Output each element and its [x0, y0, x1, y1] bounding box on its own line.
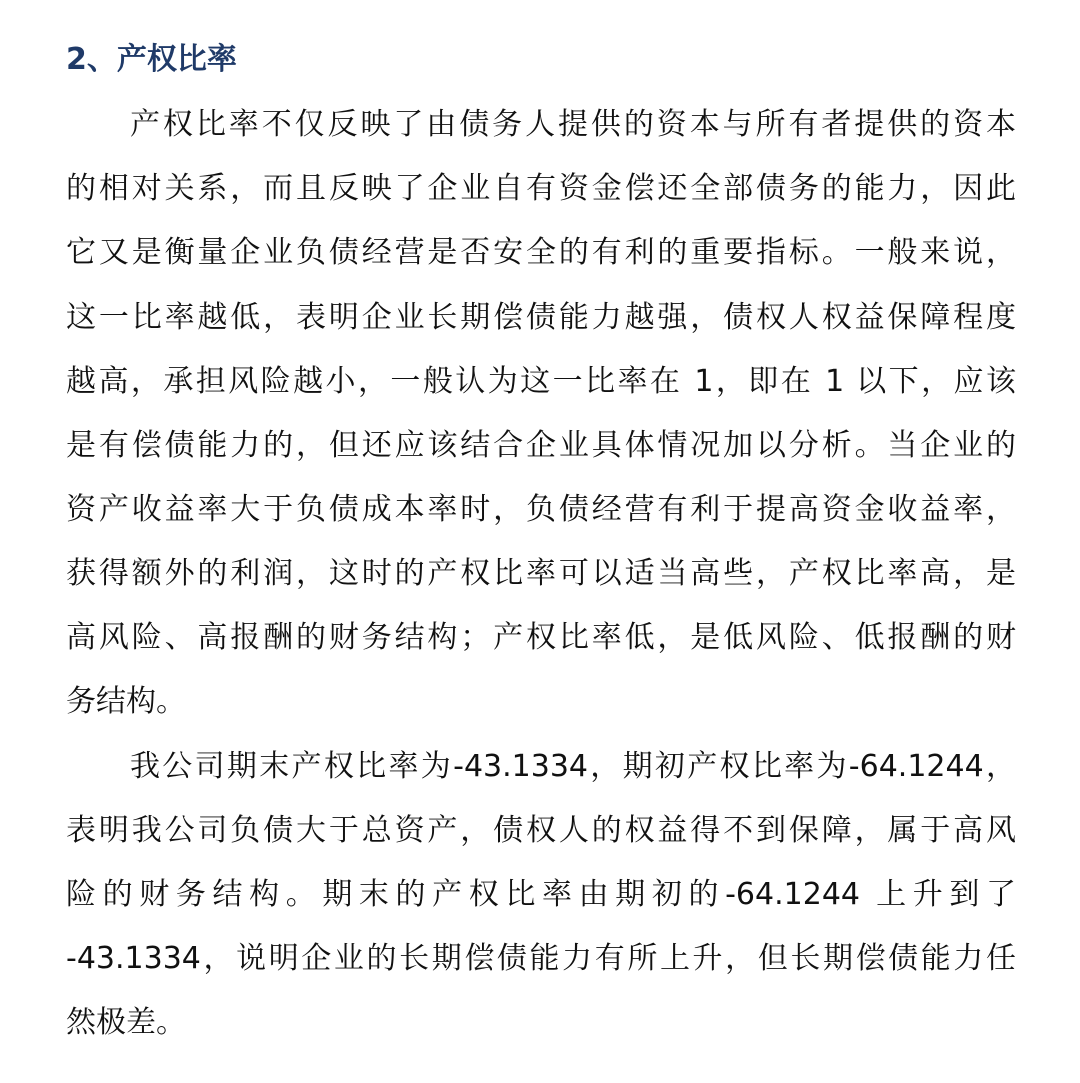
- paragraph-2-line-3: 险的财务结构。期末的产权比率由期初的-64.1244 上升到了: [66, 877, 1016, 912]
- paragraph-2-line-5: 然极差。: [66, 1005, 186, 1040]
- paragraph-1-line-8: 获得额外的利润，这时的产权比率可以适当高些，产权比率高，是: [66, 556, 1016, 591]
- paragraph-1-line-5: 越高，承担风险越小，一般认为这一比率在 1，即在 1 以下，应该: [66, 364, 1016, 399]
- paragraph-2-line-1: 我公司期末产权比率为-43.1334，期初产权比率为-64.1244，: [130, 749, 1016, 784]
- paragraph-1-line-6: 是有偿债能力的，但还应该结合企业具体情况加以分析。当企业的: [66, 428, 1016, 463]
- paragraph-1-line-7: 资产收益率大于负债成本率时，负债经营有利于提高资金收益率，: [66, 492, 1016, 527]
- paragraph-1-line-3: 它又是衡量企业负债经营是否安全的有利的重要指标。一般来说，: [66, 235, 1016, 270]
- paragraph-1-line-2: 的相对关系，而且反映了企业自有资金偿还全部债务的能力，因此: [66, 171, 1016, 206]
- paragraph-1-line-4: 这一比率越低，表明企业长期偿债能力越强，债权人权益保障程度: [66, 300, 1016, 335]
- section-heading: 2、产权比率: [66, 42, 237, 77]
- paragraph-1-line-9: 高风险、高报酬的财务结构；产权比率低，是低风险、低报酬的财: [66, 620, 1016, 655]
- paragraph-2-line-4: -43.1334，说明企业的长期偿债能力有所上升，但长期偿债能力任: [66, 941, 1016, 976]
- paragraph-2-line-2: 表明我公司负债大于总资产，债权人的权益得不到保障，属于高风: [66, 813, 1016, 848]
- paragraph-1-line-1: 产权比率不仅反映了由债务人提供的资本与所有者提供的资本: [130, 107, 1016, 142]
- paragraph-1-line-10: 务结构。: [66, 684, 186, 719]
